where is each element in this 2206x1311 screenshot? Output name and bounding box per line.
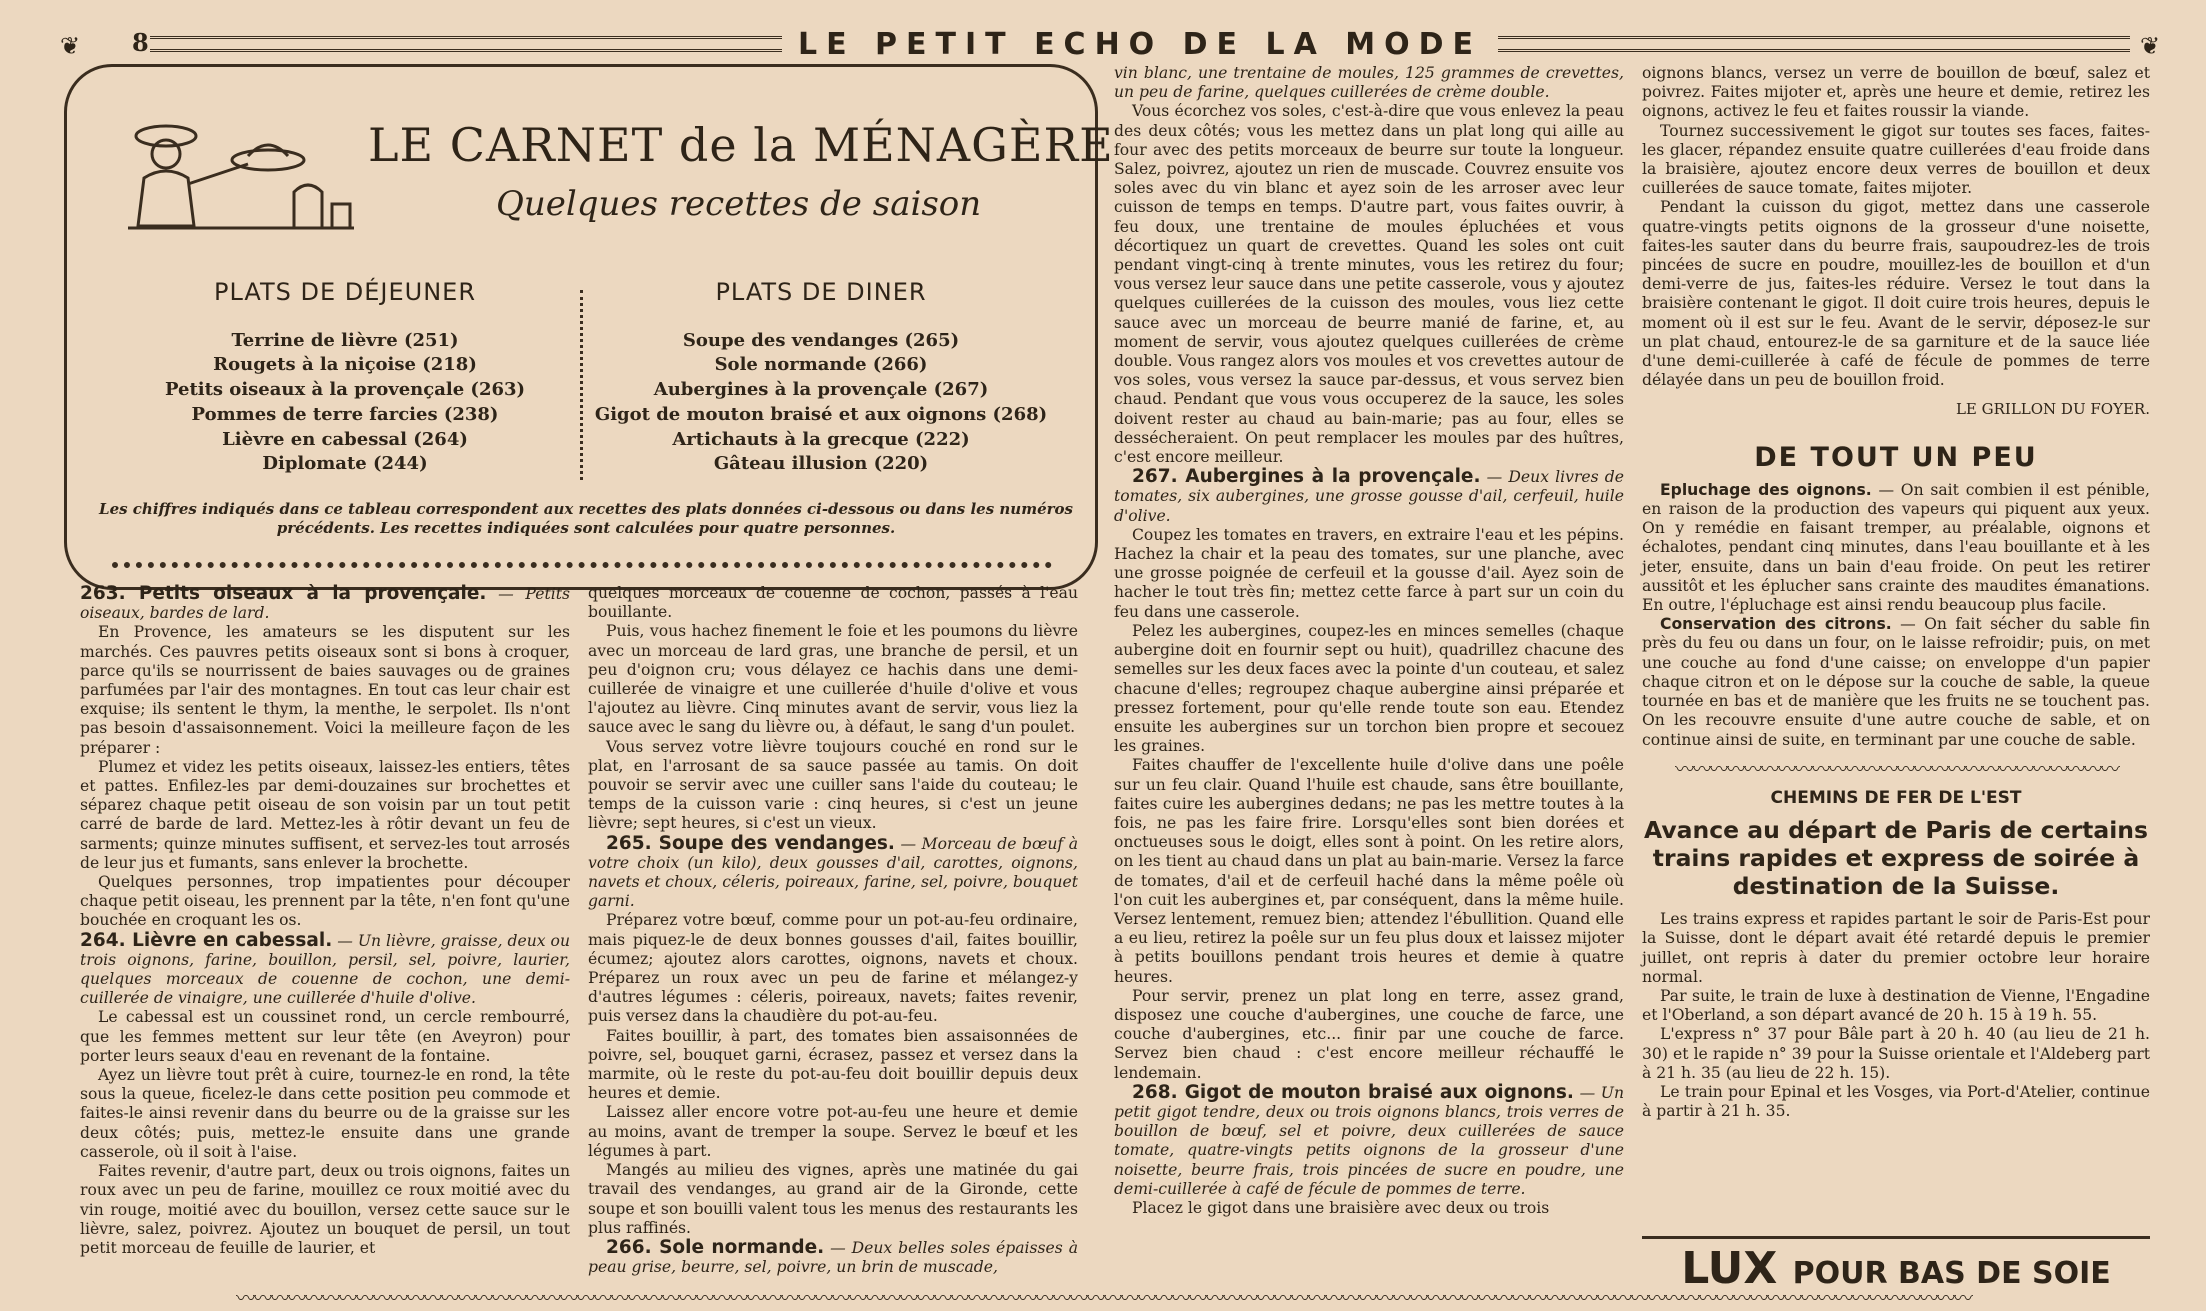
paragraph: Faites chauffer de l'excellente huile d'olive dans une poêle sur un feu clair. Quand l'huile est chaude, sans être bouillante, faites cuire les aubergines dedans; ne pas les mettre toutes à la fois, ne pas les faire frire. Lorsqu'elles sont bien dorées et onctueuses sous le doigt, elles sont à point. On les retire alors, on les tient au chaud dans un plat au bain-marie. Versez la farce de tomates, d'ail et de cerfeuil haché dans la même poêle où l'on cuit les aubergines et, par conséquent, dans la même huile. Versez lentement, remuez bien; attendez l'ébullition. Quand elle a eu lieu, retirez la poêle sur un feu plus doux et laissez mijoter à petits bouillons pendant trois heures et demie à quatre heures. [1114,756,1624,986]
paragraph: Pendant la cuisson du gigot, mettez dans une casserole quatre-vingts petits oignons de la grosseur d'une noisette, faites-les sauter dans du beurre frais, saupoudrez-les de trois pincées de sucre en poudre, mouillez-les de bouillon et d'un demi-verre de jus, faites-les réduire. Versez le tout dans la braisière contenant le gigot. Il doit cuire trois heures, depuis le moment où il est sur le feu. Avant de le servir, déposez-le sur un plat chaud, entourez-le de sa garniture et de la sauce liée d'une demi-cuillerée à café de fécule de pommes de terre délayée dans un peu de bouillon froid. [1642,198,2150,390]
chef-illustration [118,108,358,232]
masthead-rule-right [1498,36,2130,52]
paragraph: Préparez votre bœuf, comme pour un pot-au-feu ordinaire, mais piquez-le de deux bonnes gousses d'ail, faites bouillir, écumez; ajoutez alors carottes, oignons, navets et choux. Préparez un roux avec un peu de farine et mélangez-y d'autres légumes : céleris, poireaux, navets; faites revenir, puis versez dans la chaudière du pot-au-feu. [588,911,1078,1026]
recipe-ingredients: vin blanc, une trentaine de moules, 125 grammes de crevettes, un peu de farine, quelques cuillerées de crème double. [1114,64,1624,102]
paragraph: Mangés au milieu des vignes, après une matinée du gai travail des vendanges, au grand air de la Gironde, cette soupe et son bouilli valent tous les menus des restaurants les plus raffinés. [588,1161,1078,1237]
corner-flourish-right: ❦ [2140,32,2161,60]
section-heading: DE TOUT UN PEU [1754,441,2038,473]
signature: LE GRILLON DU FOYER. [1955,400,2150,419]
menu-dejeuner [110,280,580,477]
recipe-ingredients: — Petits oiseaux, bardes de lard. [80,585,570,623]
carnet-subtitle: Quelques recettes de saison [496,184,982,224]
recipe-ingredients: — Un petit gigot tendre, deux ou trois oignons blancs, trois verres de bouillon de bœuf, sel et poivre, deux cuillerées de sauce tomate, quatre-vingts petits oignons de la grosseur d'une noisette, beurre frais, trois pincées de sucre en poudre, une demi-cuillerée à café de fécule de pommes de terre. [1114,1083,1624,1198]
recipe-title: 268. Gigot de mouton braisé aux oignons. [1132,1081,1574,1103]
page-number: 8 [132,28,149,57]
bottom-wavy-border: 〰〰〰〰〰〰〰〰〰〰〰〰〰〰〰〰〰〰〰〰〰〰〰〰〰〰〰〰〰〰〰〰〰〰〰〰〰〰〰〰〰〰〰〰〰〰〰〰〰〰〰〰〰〰〰〰〰〰〰〰〰〰〰〰〰〰〰〰〰〰〰〰〰〰〰〰〰〰〰〰〰〰〰〰〰〰〰〰〰〰〰〰〰〰〰〰〰〰〰〰〰〰 [236,1286,1970,1310]
article-column-3 [1114,64,1624,1218]
paragraph: Vous servez votre lièvre toujours couché en rond sur le plat, en l'arrosant de sa sauce passée au tamis. On doit pouvoir se servir avec une cuiller sans l'aide du couteau; le temps de la cuisson varie : cinq heures, si c'est un jeune lièvre; sept heures, si c'est un vieux. [588,737,1078,833]
paragraph: Coupez les tomates en travers, en extraire l'eau et les pépins. Hachez la chair et la peau des tomates, sur une planche, avec une grosse poignée de cerfeuil et la gousse d'ail. Ayez soin de hacher le tout très fin; mettez cette farce à part sur un coin du feu dans une casserole. [1114,525,1624,621]
recipe-title: 265. Soupe des vendanges. [606,832,895,854]
recipe-title: 267. Aubergines à la provençale. [1132,466,1481,488]
menu-dejeuner-heading: PLATS DE DÉJEUNER [214,278,476,306]
paragraph: Pour servir, prenez un plat long en terre, assez grand, disposez une couche d'aubergines, une couche de farce, une couche d'aubergines, etc... finir par une couche de farce. Servez bien chaud : c'est encore meilleur réchauffé le lendemain. [1114,986,1624,1082]
carnet-title: LE CARNET de la MÉNAGÈRE [368,118,1114,172]
carnet-note: Les chiffres indiqués dans ce tableau correspondent aux recettes des plats données ci-dessous ou dans les numéros précédents. Les recettes indiquées sont calculées pour quatre personnes. [99,500,1073,537]
menu-diner-heading: PLATS DE DINER [715,278,927,306]
tip-text: — On sait combien il est pénible, en raison de la production des vapeurs qui piquent aux yeux. On y remédie en faisant tremper, au préalable, oignons et échalotes, pendant cinq minutes, dans l'eau bouillante et à les jeter, ensuite, dans un bain d'eau froide. On peut les retirer aussitôt et les éplucher sans crainte des maudites émanations. En outre, l'épluchage est ainsi rendu beaucoup plus facile. [1642,480,2150,615]
paragraph: Par suite, le train de luxe à destination de Vienne, l'Engadine et l'Oberland, a son départ avancé de 20 h. 15 à 19 h. 55. [1642,986,2150,1025]
menu-item: Diplomate (244) [262,453,428,475]
recipe-ingredients: — Morceau de bœuf à votre choix (un kilo), deux gousses d'ail, carottes, oignons, navets et choux, céleris, poireaux, farine, sel, poivre, bouquet garni. [588,834,1079,911]
paragraph: quelques morceaux de couenne de cochon, passés à l'eau bouillante. [588,584,1078,622]
menu-item: Rougets à la niçoise (218) [213,354,477,376]
tip-text: — On fait sécher du sable fin près du feu ou dans un four, on le laisse refroidir; puis, on met une couche au fond d'une caisse; on enveloppe d'un papier chaque citron et on le dépose sur la couche de sable, la queue tournée en bas et de manière que les fruits ne se touchent pas. On les recouvre ensuite d'une autre couche de sable, et on continue ainsi de suite, en terminant par une couche de sable. [1642,615,2150,749]
tip-title: Conservation des citrons. [1660,615,1892,634]
corner-flourish-left: ❦ [60,32,81,60]
masthead-rule-left [150,36,782,52]
paragraph: Puis, vous hachez finement le foie et les poumons du lièvre avec un morceau de lard gras, une branche de persil, et un peu d'oignon cru; vous délayez ce hachis dans une demi-cuillerée de vinaigre et une cuillerée d'huile d'olive et vous l'ajoutez au lièvre. Cinq minutes avant de servir, vous liez la sauce avec le sang du lièvre ou, à défaut, le sang d'un poulet. [588,622,1078,737]
menu-item: Soupe des vendanges (265) [682,329,960,351]
article-column-2 [588,584,1078,1277]
menu-item: Pommes de terre farcies (238) [191,403,499,425]
menu-item: Aubergines à la provençale (267) [653,379,989,401]
masthead [150,24,2130,64]
paragraph: Tournez successivement le gigot sur toutes ses faces, faites-les glacer, répandez ensuite quatre cuillerées d'eau froide dans la braisière, ajoutez encore deux verres de bouillon et deux cuillerées de sauce tomate, faites mijoter. [1642,121,2150,198]
menu-item: Artichauts à la grecque (222) [672,428,970,450]
railway-headline: Avance au départ de Paris de certains trains rapides et express de soirée à destination de la Suisse. [1644,816,2148,901]
paragraph: Quelques personnes, trop impatientes pour découper chaque petit oiseau, les prennent par la tête, n'en font qu'une bouchée en croquant les os. [80,873,570,930]
masthead-title: LE PETIT ECHO DE LA MODE [798,26,1483,62]
article-column-1 [80,584,570,1258]
paragraph: Ayez un lièvre tout prêt à cuire, tournez-le en rond, la tête sous la queue, ficelez-le dans cette position peu commode et faites-le ainsi revenir dans du beurre ou de la graisse sur les deux côtés; puis, mettez-le ensuite dans une grande casserole, où il soit à l'aise. [80,1066,570,1161]
dotted-divider [112,562,1052,568]
tip-title: Epluchage des oignons. [1660,480,1872,499]
menu-item: Gâteau illusion (220) [713,453,929,475]
menu-item: Lièvre en cabessal (264) [222,428,468,450]
recipe-title: 264. Lièvre en cabessal. [80,929,333,951]
paragraph: Placez le gigot dans une braisière avec deux ou trois [1132,1198,1550,1217]
menu-divider [580,290,583,480]
paragraph: Faites revenir, d'autre part, deux ou trois oignons, faites un roux avec un peu de farine, mouillez ce roux moitié avec du vin rouge, moitié avec du bouillon, versez cette sauce sur le lièvre, salez, poivrez. Ajoutez un bouquet de persil, un tout petit morceau de feuille de laurier, et [80,1162,570,1257]
menu-item: Petits oiseaux à la provençale (263) [164,379,526,401]
paragraph: Le cabessal est un coussinet rond, un cercle rembourré, que les femmes mettent sur leur tête (en Aveyron) pour porter leurs seaux d'eau en revenant de la fontaine. [80,1008,570,1065]
railway-heading: CHEMINS DE FER DE L'EST [1770,787,2022,808]
paragraph: L'express n° 37 pour Bâle part à 20 h. 40 (au lieu de 21 h. 30) et le rapide n° 39 pour la Suisse orientale et l'Aldeberg part à 21 h. 35 (au lieu de 22 h. 15). [1642,1025,2150,1082]
paragraph: Plumez et videz les petits oiseaux, laissez-les entiers, têtes et pattes. Enfilez-les par demi-douzaines sur brochettes et séparez chaque petit oiseau de son voisin par un tout petit carré de barde de lard. Mettez-les à rôtir devant un feu de sarments; quinze minutes suffisent, et servez-les tout arrosés de leur jus et fumants, sans enlever la brochette. [80,757,570,872]
recipe-ingredients: — Deux belles soles épaisses à peau grise, beurre, sel, poivre, un brin de muscade, [588,1238,1078,1277]
paragraph: Pelez les aubergines, coupez-les en minces semelles (chaque aubergine doit en fournir sept ou huit), quadrillez chacune des semelles sur les deux faces avec la pointe d'un couteau, et salez chacune d'elles; regroupez chaque aubergine ainsi préparée et pressez fortement, pour qu'elle rende toute son eau. Etendez ensuite les aubergines sur un torchon bien propre et secouez les graines. [1114,621,1624,756]
menu-diner [586,280,1056,477]
paragraph: Vous écorchez vos soles, c'est-à-dire que vous enlevez la peau des deux côtés; vous les mettez dans un plat long qui aille au four avec des petits morceaux de beurre sur toute la longueur. Salez, poivrez, ajoutez un rien de muscade. Couvrez ensuite vos soles avec du vin blanc et ayez soin de les arroser avec leur cuisson de temps en temps. D'autre part, vous faites ouvrir, à feu doux, une trentaine de moules épluchées et vous décortiquez un quart de crevettes. Quand les soles ont cuit pendant vingt-cinq à trente minutes, vous les retirez du four; vous versez leur sauce dans une petite casserole, vous y ajoutez quelques cuillerées de la cuisson des moules, vous liez cette sauce avec un morceau de beurre manié de farine, et, au moment de servir, vous ajoutez quelques cuillerées de crème double. Vous rangez alors vos moules et vos crevettes autour de vos soles, vous versez la sauce par-dessus, et vous servez bien chaud. Pendant que vous vous occuperez de la sauce, les soles doivent rester au chaud au bain-marie; pas au four, elles se dessécheraient. On peut remplacer les moules par des huîtres, c'est encore meilleur. [1114,102,1624,467]
menu-item: Terrine de lièvre (251) [231,329,459,351]
lux-brand: LUX [1681,1243,1778,1294]
article-column-4 [1642,64,2150,1121]
paragraph: Laissez aller encore votre pot-au-feu une heure et demie au moins, avant de tremper la soupe. Servez le bœuf et les légumes à part. [588,1103,1078,1160]
menu-item: Sole normande (266) [714,354,928,376]
recipe-title: 263. Petits oiseaux à la provençale. [80,583,487,604]
recipe-ingredients: — Deux livres de tomates, six aubergines, une grosse gousse d'ail, cerfeuil, huile d'olive. [1114,468,1625,525]
paragraph: En Provence, les amateurs se les disputent sur les marchés. Ces pauvres petits oiseaux sont si bons à croquer, parce qu'ils se nourrissent de baies sauvages ou de graines parfumées par l'air des montagnes. En tout cas leur chair est exquise; ils sentent le thym, la menthe, le serpolet. Ils n'ont pas besoin d'assaisonnement. Voici la meilleure façon de les préparer : [80,623,570,757]
paragraph: oignons blancs, versez un verre de bouillon de bœuf, salez et poivrez. Faites mijoter et, après une heure et demie, retirez les oignons, activez le feu et faites roussir la viande. [1642,64,2150,121]
recipe-title: 266. Sole normande. [606,1236,825,1258]
menu-item: Gigot de mouton braisé et aux oignons (268) [594,403,1048,425]
paragraph: Le train pour Epinal et les Vosges, via Port-d'Atelier, continue à partir à 21 h. 35. [1642,1082,2150,1121]
recipe-ingredients: — Un lièvre, graisse, deux ou trois oignons, farine, bouillon, persil, sel, poivre, laurier, quelques morceaux de couenne de cochon, une demi-cuillerée de vinaigre, une cuillerée d'huile d'olive. [80,931,570,1008]
wavy-divider: 〰〰〰〰〰〰〰〰〰〰〰〰〰〰〰〰〰〰〰〰〰〰〰〰〰〰 [1675,759,2117,779]
paragraph: Les trains express et rapides partant le soir de Paris-Est pour la Suisse, dont le départ avait été retardé depuis le premier juillet, ont repris à dater du premier octobre leur horaire normal. [1642,910,2150,986]
paragraph: Faites bouillir, à part, des tomates bien assaisonnées de poivre, sel, bouquet garni, écrasez, passez et versez dans la marmite, où le reste du pot-au-feu doit bouillir depuis deux heures et demie. [588,1026,1078,1103]
lux-tagline: POUR BAS DE SOIE [1792,1256,2111,1291]
